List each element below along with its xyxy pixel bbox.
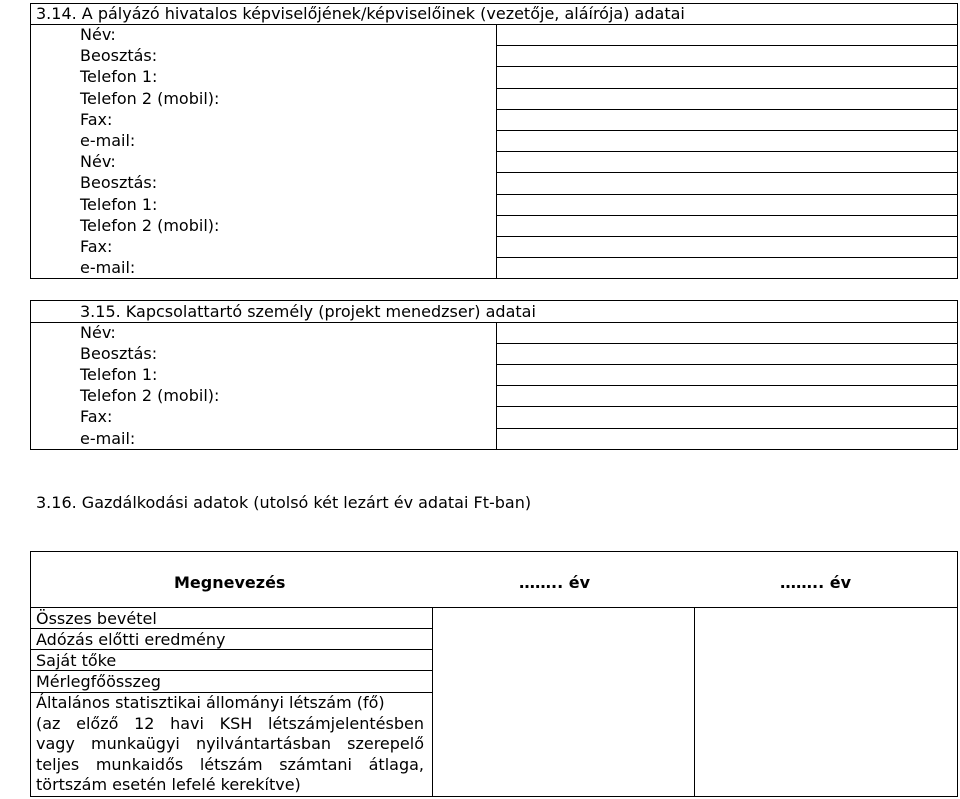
field-label-position-1: Beosztás: [80,46,158,65]
header-year-2: …….. év [780,573,852,592]
section-3-16-title: 3.16. Gazdálkodási adatok (utolsó két lezárt év adatai Ft-ban) [36,493,532,512]
row-total-revenue: Összes bevétel [36,609,157,628]
section-3-15-title: 3.15. Kapcsolattartó személy (projekt menedzser) adatai [80,302,536,321]
contact-label-name: Név: [80,323,116,342]
contact-label-fax: Fax: [80,407,113,426]
section-3-14-title: 3.14. A pályázó hivatalos képviselőjének/képviselőinek (vezetője, aláírója) adatai [36,4,685,23]
field-label-fax-1: Fax: [80,110,113,129]
contact-label-email: e-mail: [80,429,136,448]
field-label-email-2: e-mail: [80,258,136,277]
row-balance-total: Mérlegfőösszeg [36,672,161,691]
field-label-phone2-2: Telefon 2 (mobil): [80,216,220,235]
contact-label-phone1: Telefon 1: [80,365,158,384]
field-label-name-2: Név: [80,152,116,171]
field-label-email-1: e-mail: [80,131,136,150]
field-label-phone1-1: Telefon 1: [80,67,158,86]
headcount-line-4: teljes munkaidős létszám számtani átlaga, [36,754,424,774]
header-name: Megnevezés [174,573,286,592]
headcount-line-1: Általános statisztikai állományi létszám (fő) [36,693,385,712]
header-year-1: …….. év [519,573,591,592]
row-headcount [36,693,424,796]
headcount-line-2: (az előző 12 havi KSH létszámjelentésben [36,713,424,733]
field-label-name-1: Név: [80,25,116,44]
field-label-fax-2: Fax: [80,237,113,256]
row-equity: Saját tőke [36,651,117,670]
field-label-position-2: Beosztás: [80,173,158,192]
contact-label-phone2: Telefon 2 (mobil): [80,386,220,405]
field-label-phone2-1: Telefon 2 (mobil): [80,89,220,108]
headcount-line-3: vagy munkaügyi nyilvántartásban szerepelő [36,734,424,753]
field-label-phone1-2: Telefon 1: [80,195,158,214]
headcount-line-5: törtszám esetén lefelé kerekítve) [36,775,301,794]
row-pretax-profit: Adózás előtti eredmény [36,630,226,649]
contact-label-position: Beosztás: [80,344,158,363]
